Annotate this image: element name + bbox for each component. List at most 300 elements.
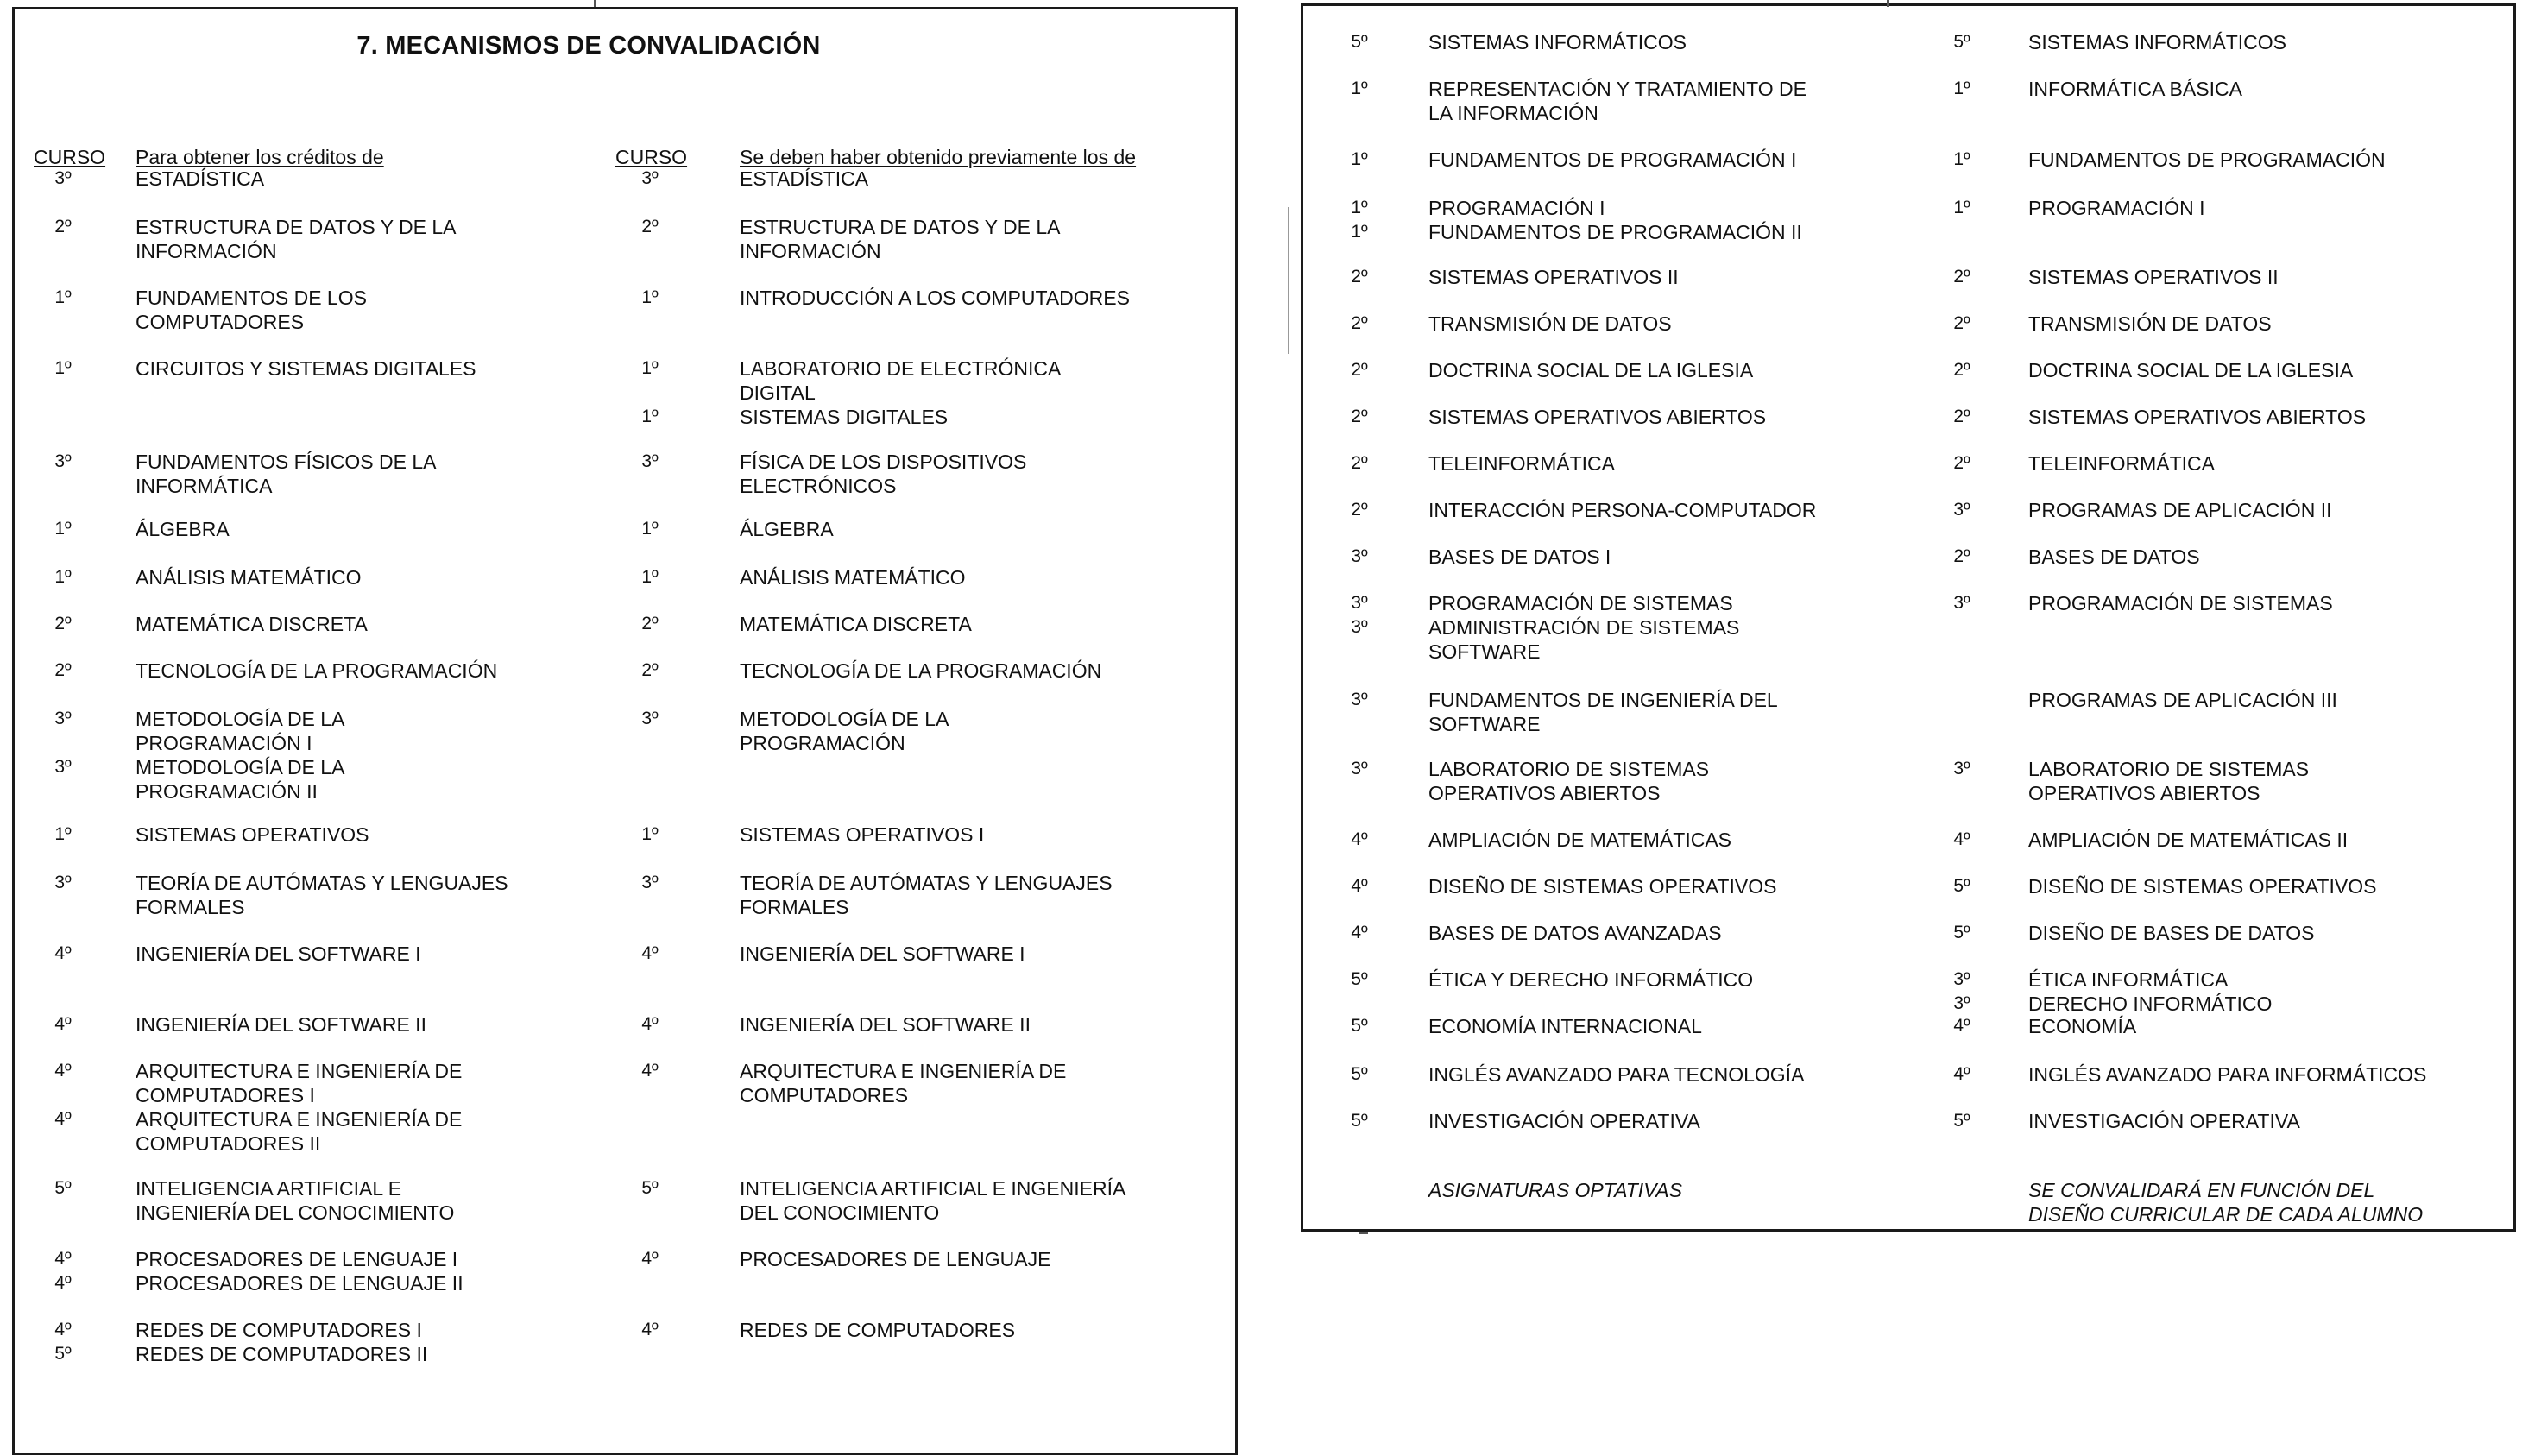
- scan-mark: [594, 0, 596, 7]
- obtain-subject: SOFTWARE: [1428, 713, 1541, 735]
- obtain-subject: REDES DE COMPUTADORES II: [136, 1343, 428, 1365]
- required-subject: INVESTIGACIÓN OPERATIVA: [2028, 1110, 2300, 1132]
- required-subject-cell: [2028, 874, 2512, 898]
- required-subject-cell: [2028, 30, 2512, 54]
- obtain-course: 1º: [54, 519, 72, 539]
- obtain-subject: TEORÍA DE AUTÓMATAS Y LENGUAJES: [136, 872, 508, 894]
- obtain-subject: FUNDAMENTOS DE PROGRAMACIÓN II: [1428, 221, 1802, 243]
- obtain-subject-cell: [136, 823, 619, 847]
- required-course: 3º: [641, 451, 659, 471]
- required-course-cell: [1932, 498, 1992, 522]
- required-subject: SISTEMAS OPERATIVOS II: [2028, 266, 2279, 288]
- required-course-cell: [610, 286, 690, 310]
- obtain-subject: REPRESENTACIÓN Y TRATAMIENTO DE: [1428, 78, 1806, 100]
- obtain-course: 1º: [54, 287, 72, 307]
- obtain-course: 3º: [54, 873, 72, 892]
- obtain-course-cell: [23, 167, 103, 191]
- required-subject: BASES DE DATOS: [2028, 545, 2200, 568]
- required-subject: INTELIGENCIA ARTIFICIAL E INGENIERÍA: [740, 1177, 1126, 1200]
- required-course: 2º: [1953, 407, 1970, 426]
- obtain-course-cell: [23, 612, 103, 636]
- obtain-subject-cell: [1428, 30, 1912, 54]
- obtain-course-cell: [1329, 1014, 1390, 1038]
- required-subject: LABORATORIO DE SISTEMAS: [2028, 758, 2310, 780]
- obtain-course-cell: [1329, 828, 1390, 852]
- obtain-subject: AMPLIACIÓN DE MATEMÁTICAS: [1428, 829, 1732, 851]
- required-course: 4º: [641, 943, 659, 963]
- required-subject: TRANSMISIÓN DE DATOS: [2028, 312, 2272, 335]
- obtain-course: 3º: [54, 168, 72, 188]
- required-course-cell: [1932, 358, 1992, 382]
- obtain-course: 3º: [54, 451, 72, 471]
- obtain-course: 4º: [54, 1249, 72, 1269]
- obtain-subject: ESTRUCTURA DE DATOS Y DE LA: [136, 216, 457, 238]
- obtain-subject-cell: [136, 1247, 619, 1295]
- required-subject-cell: [740, 1176, 1223, 1225]
- required-course-cell: [1932, 1062, 1992, 1087]
- required-subject: PROGRAMAS DE APLICACIÓN II: [2028, 499, 2332, 521]
- required-course-cell: [1932, 1014, 1992, 1038]
- obtain-course: 5º: [1351, 969, 1368, 989]
- header-course-b: CURSO: [615, 146, 688, 168]
- obtain-subject: ADMINISTRACIÓN DE SISTEMAS: [1428, 616, 1740, 639]
- required-subject-cell: [2028, 196, 2512, 220]
- obtain-course-cell: [1329, 451, 1390, 476]
- required-course-cell: [1932, 921, 1992, 945]
- required-subject-cell: [740, 517, 1223, 541]
- obtain-subject: ESTADÍSTICA: [136, 167, 265, 190]
- obtain-course-cell: [23, 707, 103, 779]
- required-subject: METODOLOGÍA DE LA: [740, 708, 949, 730]
- section-title: 7. MECANISMOS DE CONVALIDACIÓN: [356, 32, 821, 60]
- obtain-subject: ECONOMÍA INTERNACIONAL: [1428, 1015, 1702, 1037]
- required-course-cell: [610, 215, 690, 239]
- required-subject: PROGRAMACIÓN I: [2028, 197, 2205, 219]
- obtain-course-cell: [1329, 148, 1390, 172]
- required-course-cell: [610, 1059, 690, 1083]
- required-subject-cell: [740, 707, 1223, 755]
- obtain-course-cell: [1329, 874, 1390, 898]
- required-subject: REDES DE COMPUTADORES: [740, 1319, 1016, 1341]
- required-course-cell: [1932, 1109, 1992, 1133]
- required-subject-cell: [740, 286, 1223, 310]
- obtain-course-cell: [23, 517, 103, 541]
- obtain-subject: FUNDAMENTOS DE PROGRAMACIÓN I: [1428, 148, 1797, 171]
- required-subject-cell: [740, 1059, 1223, 1107]
- obtain-subject-cell: [1428, 405, 1912, 429]
- obtain-subject: ASIGNATURAS OPTATIVAS: [1428, 1179, 1682, 1201]
- required-subject-cell: [740, 1318, 1223, 1342]
- required-subject-cell: [2028, 265, 2512, 289]
- required-course: 5º: [641, 1178, 659, 1198]
- obtain-subject: SISTEMAS INFORMÁTICOS: [1428, 31, 1687, 54]
- required-subject-cell: [2028, 1109, 2512, 1133]
- obtain-subject-cell: [136, 1059, 619, 1156]
- required-subject: COMPUTADORES: [740, 1084, 909, 1106]
- obtain-subject: LA INFORMACIÓN: [1428, 102, 1598, 124]
- obtain-course-cell: [23, 871, 103, 895]
- obtain-subject: COMPUTADORES I: [136, 1084, 315, 1106]
- obtain-subject-cell: [136, 707, 619, 804]
- obtain-course-cell: [23, 823, 103, 847]
- required-subject: DISEÑO DE SISTEMAS OPERATIVOS: [2028, 875, 2377, 898]
- required-course: 4º: [641, 1320, 659, 1339]
- required-course-cell: [1932, 265, 1992, 289]
- obtain-subject-cell: [1428, 591, 1912, 664]
- required-course: 1º: [1953, 198, 1970, 217]
- obtain-course: 3º: [1351, 617, 1368, 637]
- obtain-course: 4º: [54, 1273, 72, 1293]
- obtain-subject-cell: [1428, 451, 1912, 476]
- required-course-cell: [610, 565, 690, 589]
- obtain-course: 3º: [1351, 759, 1368, 778]
- required-subject-cell: [740, 167, 1223, 191]
- required-course: 5º: [1953, 923, 1970, 942]
- obtain-subject: FUNDAMENTOS DE LOS: [136, 287, 367, 309]
- required-course-cell: [610, 659, 690, 683]
- obtain-course: 1º: [1351, 198, 1368, 217]
- obtain-subject-cell: [136, 942, 619, 966]
- obtain-subject-cell: [1428, 1109, 1912, 1133]
- obtain-subject-cell: [1428, 874, 1912, 898]
- required-subject: SISTEMAS OPERATIVOS ABIERTOS: [2028, 406, 2367, 428]
- required-subject: DERECHO INFORMÁTICO: [2028, 993, 2273, 1015]
- required-subject: DOCTRINA SOCIAL DE LA IGLESIA: [2028, 359, 2354, 381]
- required-subject-cell: [2028, 451, 2512, 476]
- obtain-course-cell: [1329, 1109, 1390, 1133]
- obtain-subject: OPERATIVOS ABIERTOS: [1428, 782, 1661, 804]
- required-course-cell: [610, 1176, 690, 1201]
- required-course: 1º: [641, 287, 659, 307]
- obtain-course: 5º: [1351, 1016, 1368, 1036]
- required-course: 4º: [1953, 1064, 1970, 1084]
- required-course: 5º: [1953, 1111, 1970, 1131]
- required-subject: DIGITAL: [740, 381, 816, 404]
- required-course: 4º: [641, 1014, 659, 1034]
- required-subject-cell: [2028, 77, 2512, 101]
- obtain-course: 2º: [1351, 313, 1368, 333]
- required-subject-cell: [740, 871, 1223, 919]
- obtain-course-cell: [1329, 1062, 1390, 1087]
- obtain-course: 4º: [54, 1109, 72, 1129]
- obtain-course-cell: [1329, 30, 1390, 54]
- required-course-cell: [1932, 757, 1992, 781]
- required-subject: PROCESADORES DE LENGUAJE: [740, 1248, 1051, 1270]
- obtain-course: 3º: [1351, 690, 1368, 709]
- obtain-course: 3º: [1351, 546, 1368, 566]
- required-course: 5º: [1953, 876, 1970, 896]
- obtain-subject: DOCTRINA SOCIAL DE LA IGLESIA: [1428, 359, 1754, 381]
- obtain-course-cell: [23, 1318, 103, 1366]
- obtain-course: 1º: [54, 824, 72, 844]
- obtain-course: [23, 731, 103, 755]
- required-subject: ESTADÍSTICA: [740, 167, 869, 190]
- obtain-subject-cell: [136, 1012, 619, 1037]
- required-subject-cell: [2028, 405, 2512, 429]
- required-course: [1932, 688, 1992, 712]
- required-subject: TEORÍA DE AUTÓMATAS Y LENGUAJES: [740, 872, 1113, 894]
- required-course: 3º: [1953, 993, 1970, 1013]
- obtain-subject: REDES DE COMPUTADORES I: [136, 1319, 422, 1341]
- required-subject: INFORMÁTICA BÁSICA: [2028, 78, 2242, 100]
- obtain-course-cell: [1329, 545, 1390, 569]
- obtain-subject: INVESTIGACIÓN OPERATIVA: [1428, 1110, 1700, 1132]
- obtain-subject-cell: [1428, 498, 1912, 522]
- obtain-subject: METODOLOGÍA DE LA: [136, 756, 345, 778]
- required-course: 1º: [1953, 149, 1970, 169]
- obtain-subject: SISTEMAS OPERATIVOS: [136, 823, 369, 846]
- obtain-subject-cell: [1428, 968, 1912, 992]
- required-course-cell: [610, 450, 690, 474]
- obtain-course: 4º: [1351, 829, 1368, 849]
- required-course-cell: [610, 1247, 690, 1271]
- required-course-cell: [1932, 545, 1992, 569]
- required-course: 3º: [641, 168, 659, 188]
- obtain-course-cell: [1329, 688, 1390, 712]
- required-subject-cell: [2028, 312, 2512, 336]
- obtain-course-cell: [1329, 358, 1390, 382]
- obtain-subject: CIRCUITOS Y SISTEMAS DIGITALES: [136, 357, 476, 380]
- scan-mark: [1359, 1232, 1368, 1234]
- obtain-subject-cell: [136, 286, 619, 334]
- required-subject: AMPLIACIÓN DE MATEMÁTICAS II: [2028, 829, 2349, 851]
- obtain-course-cell: [23, 1059, 103, 1131]
- required-course: 1º: [641, 358, 659, 378]
- obtain-course-cell: [23, 1247, 103, 1295]
- required-subject: INTRODUCCIÓN A LOS COMPUTADORES: [740, 287, 1130, 309]
- scan-mark: [1887, 0, 1889, 7]
- obtain-subject-cell: [136, 167, 619, 191]
- obtain-subject-cell: [1428, 1062, 1912, 1087]
- right-page-panel: [1301, 3, 2516, 1232]
- scan-mark: [1288, 207, 1289, 354]
- required-subject-cell: [2028, 921, 2512, 945]
- obtain-course: 5º: [1351, 1111, 1368, 1131]
- required-course-cell: [1932, 196, 1992, 220]
- obtain-subject: TECNOLOGÍA DE LA PROGRAMACIÓN: [136, 659, 498, 682]
- left-page-panel: [12, 7, 1238, 1455]
- required-course: 3º: [641, 709, 659, 728]
- required-subject-cell: [2028, 828, 2512, 852]
- obtain-course: 2º: [54, 660, 72, 680]
- required-subject: INFORMACIÓN: [740, 240, 881, 262]
- header-previously-obtained: Se deben haber obtenido previamente los de: [740, 146, 1137, 168]
- obtain-subject-cell: [136, 356, 619, 381]
- obtain-subject-cell: [1428, 921, 1912, 945]
- obtain-subject: FUNDAMENTOS DE INGENIERÍA DEL: [1428, 689, 1778, 711]
- obtain-subject-cell: [136, 612, 619, 636]
- obtain-course-cell: [1329, 77, 1390, 101]
- required-course-cell: [1932, 828, 1992, 852]
- obtain-subject: FORMALES: [136, 896, 245, 918]
- obtain-course: 4º: [1351, 876, 1368, 896]
- obtain-course: 1º: [1351, 149, 1368, 169]
- required-course: 4º: [1953, 1016, 1970, 1036]
- required-subject-cell: [740, 356, 1223, 429]
- obtain-subject: MATEMÁTICA DISCRETA: [136, 613, 368, 635]
- required-course-cell: [610, 1318, 690, 1342]
- required-subject: TECNOLOGÍA DE LA PROGRAMACIÓN: [740, 659, 1102, 682]
- obtain-course: 2º: [1351, 407, 1368, 426]
- required-subject: LABORATORIO DE ELECTRÓNICA: [740, 357, 1062, 380]
- required-subject: SE CONVALIDARÁ EN FUNCIÓN DEL: [2028, 1179, 2375, 1201]
- obtain-course: 2º: [1351, 360, 1368, 380]
- required-course: 2º: [641, 660, 659, 680]
- required-subject: PROGRAMACIÓN: [740, 732, 905, 754]
- obtain-course: 3º: [54, 709, 72, 728]
- obtain-course: 3º: [1351, 593, 1368, 613]
- required-course: 3º: [641, 873, 659, 892]
- required-course-cell: [1932, 1178, 1992, 1202]
- required-course: 1º: [641, 519, 659, 539]
- required-course: 3º: [1953, 593, 1970, 613]
- obtain-subject-cell: [1428, 196, 1912, 244]
- required-subject-cell: [2028, 591, 2512, 615]
- obtain-course-cell: [1329, 921, 1390, 945]
- required-subject: FUNDAMENTOS DE PROGRAMACIÓN: [2028, 148, 2386, 171]
- header-course-a: CURSO: [34, 146, 106, 168]
- required-course: 2º: [641, 217, 659, 236]
- obtain-subject: INGENIERÍA DEL SOFTWARE I: [136, 942, 421, 965]
- required-course: 4º: [641, 1061, 659, 1081]
- obtain-subject: TRANSMISIÓN DE DATOS: [1428, 312, 1672, 335]
- obtain-subject: FUNDAMENTOS FÍSICOS DE LA: [136, 451, 437, 473]
- required-course-cell: [1932, 405, 1992, 429]
- required-subject: FORMALES: [740, 896, 849, 918]
- obtain-course-cell: [23, 356, 103, 381]
- required-course-cell: [1932, 688, 1992, 712]
- required-subject: FÍSICA DE LOS DISPOSITIVOS: [740, 451, 1027, 473]
- obtain-subject: METODOLOGÍA DE LA: [136, 708, 345, 730]
- required-course-cell: [610, 707, 690, 731]
- required-subject: ELECTRÓNICOS: [740, 475, 897, 497]
- required-subject: INGLÉS AVANZADO PARA INFORMÁTICOS: [2028, 1063, 2427, 1086]
- obtain-subject: INFORMÁTICA: [136, 475, 273, 497]
- required-course: 2º: [1953, 313, 1970, 333]
- obtain-subject: COMPUTADORES II: [136, 1132, 321, 1155]
- required-subject-cell: [2028, 1014, 2512, 1038]
- obtain-course: 4º: [1351, 923, 1368, 942]
- obtain-subject: INGENIERÍA DEL CONOCIMIENTO: [136, 1201, 455, 1224]
- required-subject: DISEÑO CURRICULAR DE CADA ALUMNO: [2028, 1203, 2424, 1226]
- required-course: 1º: [1953, 79, 1970, 98]
- required-subject-cell: [740, 215, 1223, 263]
- obtain-course: 3º: [54, 757, 72, 777]
- obtain-subject-cell: [1428, 312, 1912, 336]
- obtain-subject: BASES DE DATOS I: [1428, 545, 1611, 568]
- obtain-course-cell: [23, 286, 103, 310]
- required-course: 3º: [1953, 500, 1970, 520]
- obtain-subject: INGENIERÍA DEL SOFTWARE II: [136, 1013, 426, 1036]
- required-course-cell: [1932, 312, 1992, 336]
- required-course-cell: [610, 823, 690, 847]
- obtain-course-cell: [1329, 196, 1390, 244]
- required-subject: ÉTICA INFORMÁTICA: [2028, 968, 2229, 991]
- required-course: 2º: [1953, 267, 1970, 287]
- obtain-course-cell: [1329, 405, 1390, 429]
- required-subject-cell: [740, 823, 1223, 847]
- required-subject: PROGRAMAS DE APLICACIÓN III: [2028, 689, 2337, 711]
- obtain-course-cell: [23, 659, 103, 683]
- obtain-subject-cell: [1428, 148, 1912, 172]
- required-course-cell: [1932, 30, 1992, 54]
- required-subject: DEL CONOCIMIENTO: [740, 1201, 940, 1224]
- obtain-course-cell: [1329, 312, 1390, 336]
- required-subject-cell: [2028, 148, 2512, 172]
- obtain-subject-cell: [1428, 757, 1912, 805]
- obtain-subject: LABORATORIO DE SISTEMAS: [1428, 758, 1710, 780]
- obtain-subject: ARQUITECTURA E INGENIERÍA DE: [136, 1108, 463, 1131]
- obtain-course-cell: [23, 450, 103, 474]
- obtain-course-cell: [23, 565, 103, 589]
- obtain-course: 2º: [1351, 267, 1368, 287]
- obtain-course-cell: [1329, 1178, 1390, 1202]
- required-course: 3º: [1953, 759, 1970, 778]
- required-course: 5º: [1953, 32, 1970, 52]
- obtain-subject: SISTEMAS OPERATIVOS II: [1428, 266, 1679, 288]
- obtain-course: 5º: [1351, 32, 1368, 52]
- required-course-cell: [1932, 77, 1992, 101]
- required-subject: ECONOMÍA: [2028, 1015, 2137, 1037]
- required-course-cell: [1932, 874, 1992, 898]
- required-subject: ANÁLISIS MATEMÁTICO: [740, 566, 966, 589]
- required-course-cell: [1932, 591, 1992, 615]
- required-course-cell: [610, 1012, 690, 1037]
- required-course-cell: [1932, 148, 1992, 172]
- required-subject: OPERATIVOS ABIERTOS: [2028, 782, 2260, 804]
- required-course: 4º: [641, 1249, 659, 1269]
- obtain-course: [23, 1083, 103, 1107]
- obtain-subject-cell: [1428, 545, 1912, 569]
- obtain-subject: INGLÉS AVANZADO PARA TECNOLOGÍA: [1428, 1063, 1805, 1086]
- obtain-subject-cell: [136, 565, 619, 589]
- obtain-subject: DISEÑO DE SISTEMAS OPERATIVOS: [1428, 875, 1777, 898]
- obtain-subject-cell: [1428, 1014, 1912, 1038]
- obtain-course-cell: [1329, 265, 1390, 289]
- required-subject-cell: [740, 565, 1223, 589]
- required-course: 3º: [1953, 969, 1970, 989]
- required-subject-cell: [2028, 358, 2512, 382]
- obtain-course: 2º: [1351, 500, 1368, 520]
- obtain-course: 2º: [54, 614, 72, 633]
- required-course: [610, 381, 690, 405]
- required-course: 4º: [1953, 829, 1970, 849]
- obtain-course-cell: [23, 942, 103, 966]
- required-subject-cell: [740, 450, 1223, 498]
- required-subject-cell: [2028, 1178, 2512, 1226]
- obtain-course: 4º: [54, 1061, 72, 1081]
- required-subject: ÁLGEBRA: [740, 518, 834, 540]
- obtain-course-cell: [23, 215, 103, 239]
- required-subject: DISEÑO DE BASES DE DATOS: [2028, 922, 2315, 944]
- obtain-course: 5º: [1351, 1064, 1368, 1084]
- obtain-subject: SOFTWARE: [1428, 640, 1541, 663]
- obtain-subject-cell: [1428, 828, 1912, 852]
- obtain-course: 1º: [1351, 222, 1368, 242]
- obtain-course: 2º: [54, 217, 72, 236]
- obtain-subject-cell: [1428, 358, 1912, 382]
- required-subject-cell: [2028, 545, 2512, 569]
- obtain-course: [1329, 1178, 1390, 1202]
- obtain-course: 5º: [54, 1344, 72, 1364]
- obtain-subject-cell: [136, 871, 619, 919]
- required-subject: INGENIERÍA DEL SOFTWARE II: [740, 1013, 1031, 1036]
- obtain-subject: PROGRAMACIÓN I: [1428, 197, 1605, 219]
- obtain-course: 4º: [54, 1014, 72, 1034]
- required-subject-cell: [740, 612, 1223, 636]
- obtain-subject: PROGRAMACIÓN I: [136, 732, 312, 754]
- obtain-subject: PROGRAMACIÓN DE SISTEMAS: [1428, 592, 1733, 615]
